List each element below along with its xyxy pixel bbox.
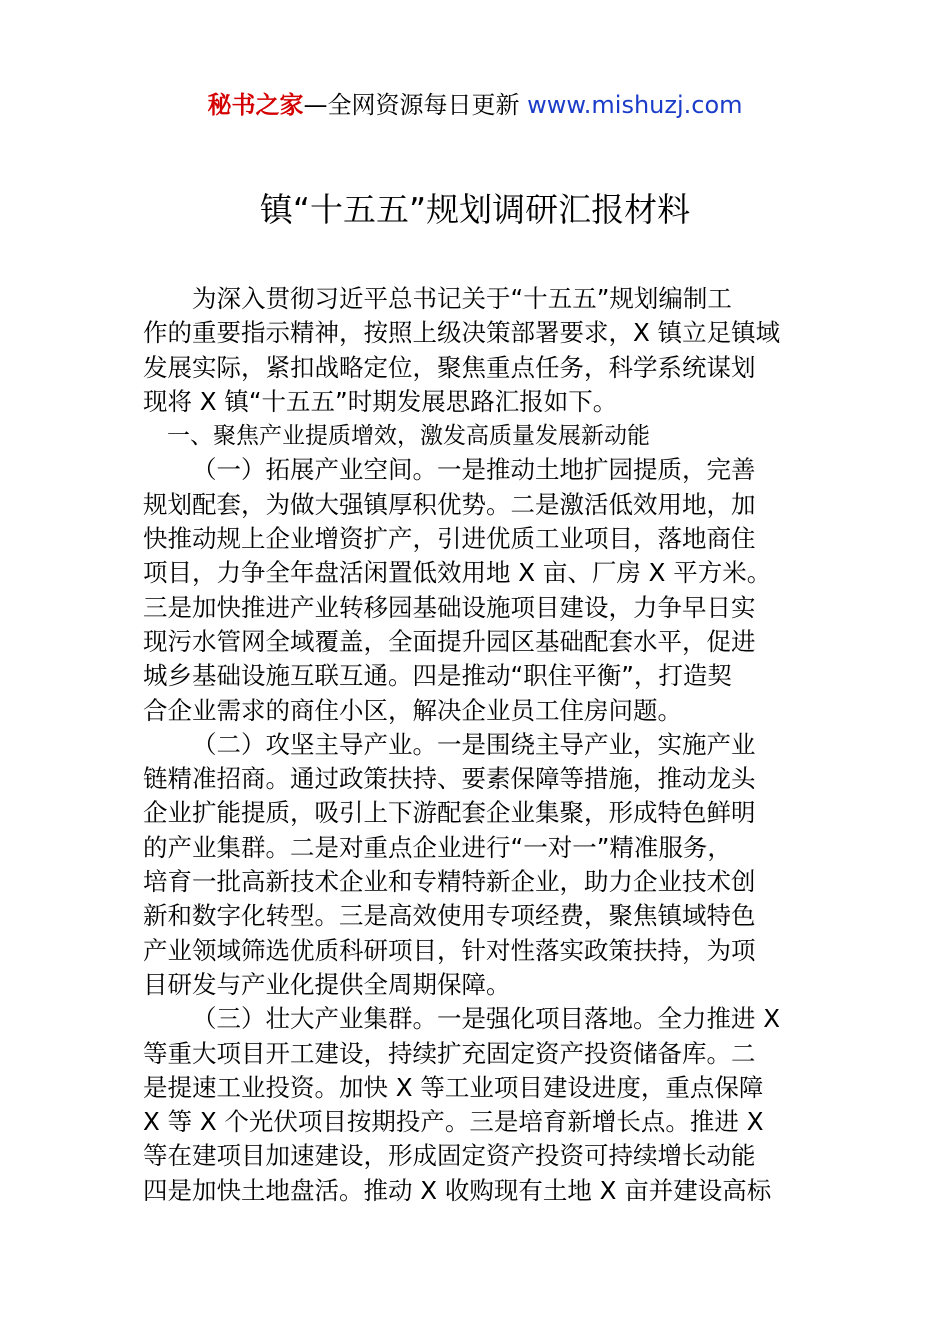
header-tagline: —全网资源每日更新 bbox=[303, 91, 520, 119]
body-line: 现污水管网全域覆盖，全面提升园区基础配套水平，促进 bbox=[143, 626, 756, 656]
body-line: 新和数字化转型。三是高效使用专项经费，聚焦镇域特色 bbox=[143, 901, 756, 931]
body-line: 三是加快推进产业转移园基础设施项目建设，力争早日实 bbox=[143, 592, 756, 622]
document-title: 镇“十五五”规划调研汇报材料 bbox=[259, 190, 691, 229]
body-line: 链精准招商。通过政策扶持、要素保障等措施，推动龙头 bbox=[143, 764, 756, 794]
body-line: 现将 X 镇“十五五”时期发展思路汇报如下。 bbox=[143, 386, 618, 416]
body-line: 是提速工业投资。加快 X 等工业项目建设进度，重点保障 bbox=[143, 1072, 764, 1102]
body-line: 产业领域筛选优质科研项目，针对性落实政策扶持，为项 bbox=[143, 935, 756, 965]
site-header bbox=[0, 88, 950, 122]
body-line: 规划配套，为做大强镇厚积优势。二是激活低效用地，加 bbox=[143, 489, 756, 519]
body-line: 等重大项目开工建设，持续扩充固定资产投资储备库。二 bbox=[143, 1038, 756, 1068]
body-line: （二）攻坚主导产业。一是围绕主导产业，实施产业 bbox=[192, 729, 756, 759]
brand-name: 秘书之家 bbox=[207, 91, 304, 119]
body-line: 培育一批高新技术企业和专精特新企业，助力企业技术创 bbox=[143, 867, 756, 897]
body-line: 目研发与产业化提供全周期保障。 bbox=[143, 969, 511, 999]
body-line: 等在建项目加速建设，形成固定资产投资可持续增长动能 bbox=[143, 1141, 756, 1171]
body-line: 合企业需求的商住小区，解决企业员工住房问题。 bbox=[143, 695, 682, 725]
site-url-link[interactable]: www.mishuzj.com bbox=[527, 91, 743, 119]
body-line: 城乡基础设施互联互通。四是推动“职住平衡”，打造契 bbox=[143, 661, 732, 691]
body-line: 企业扩能提质，吸引上下游配套企业集聚，形成特色鲜明 bbox=[143, 798, 756, 828]
body-line: 快推动规上企业增资扩产，引进优质工业项目，落地商住 bbox=[143, 524, 756, 554]
body-line: 发展实际，紧扣战略定位，聚焦重点任务，科学系统谋划 bbox=[143, 352, 756, 382]
body-line: 作的重要指示精神，按照上级决策部署要求，X 镇立足镇域 bbox=[143, 318, 781, 348]
section-heading: 一、聚焦产业提质增效，激发高质量发展新动能 bbox=[167, 423, 650, 450]
body-line: 为深入贯彻习近平总书记关于“十五五”规划编制工 bbox=[192, 284, 732, 313]
body-line: 项目，力争全年盘活闲置低效用地 X 亩、厂房 X 平方米。 bbox=[143, 558, 772, 588]
body-line: 的产业集群。二是对重点企业进行“一对一”精准服务， bbox=[143, 832, 732, 862]
body-line: X 等 X 个光伏项目按期投产。三是培育新增长点。推进 X bbox=[143, 1107, 764, 1137]
document-body bbox=[143, 282, 808, 1208]
body-line: （一）拓展产业空间。一是推动土地扩园提质，完善 bbox=[192, 455, 756, 485]
body-line: 四是加快土地盘活。推动 X 收购现有土地 X 亩并建设高标 bbox=[143, 1175, 772, 1205]
body-line: （三）壮大产业集群。一是强化项目落地。全力推进 X bbox=[192, 1004, 781, 1034]
